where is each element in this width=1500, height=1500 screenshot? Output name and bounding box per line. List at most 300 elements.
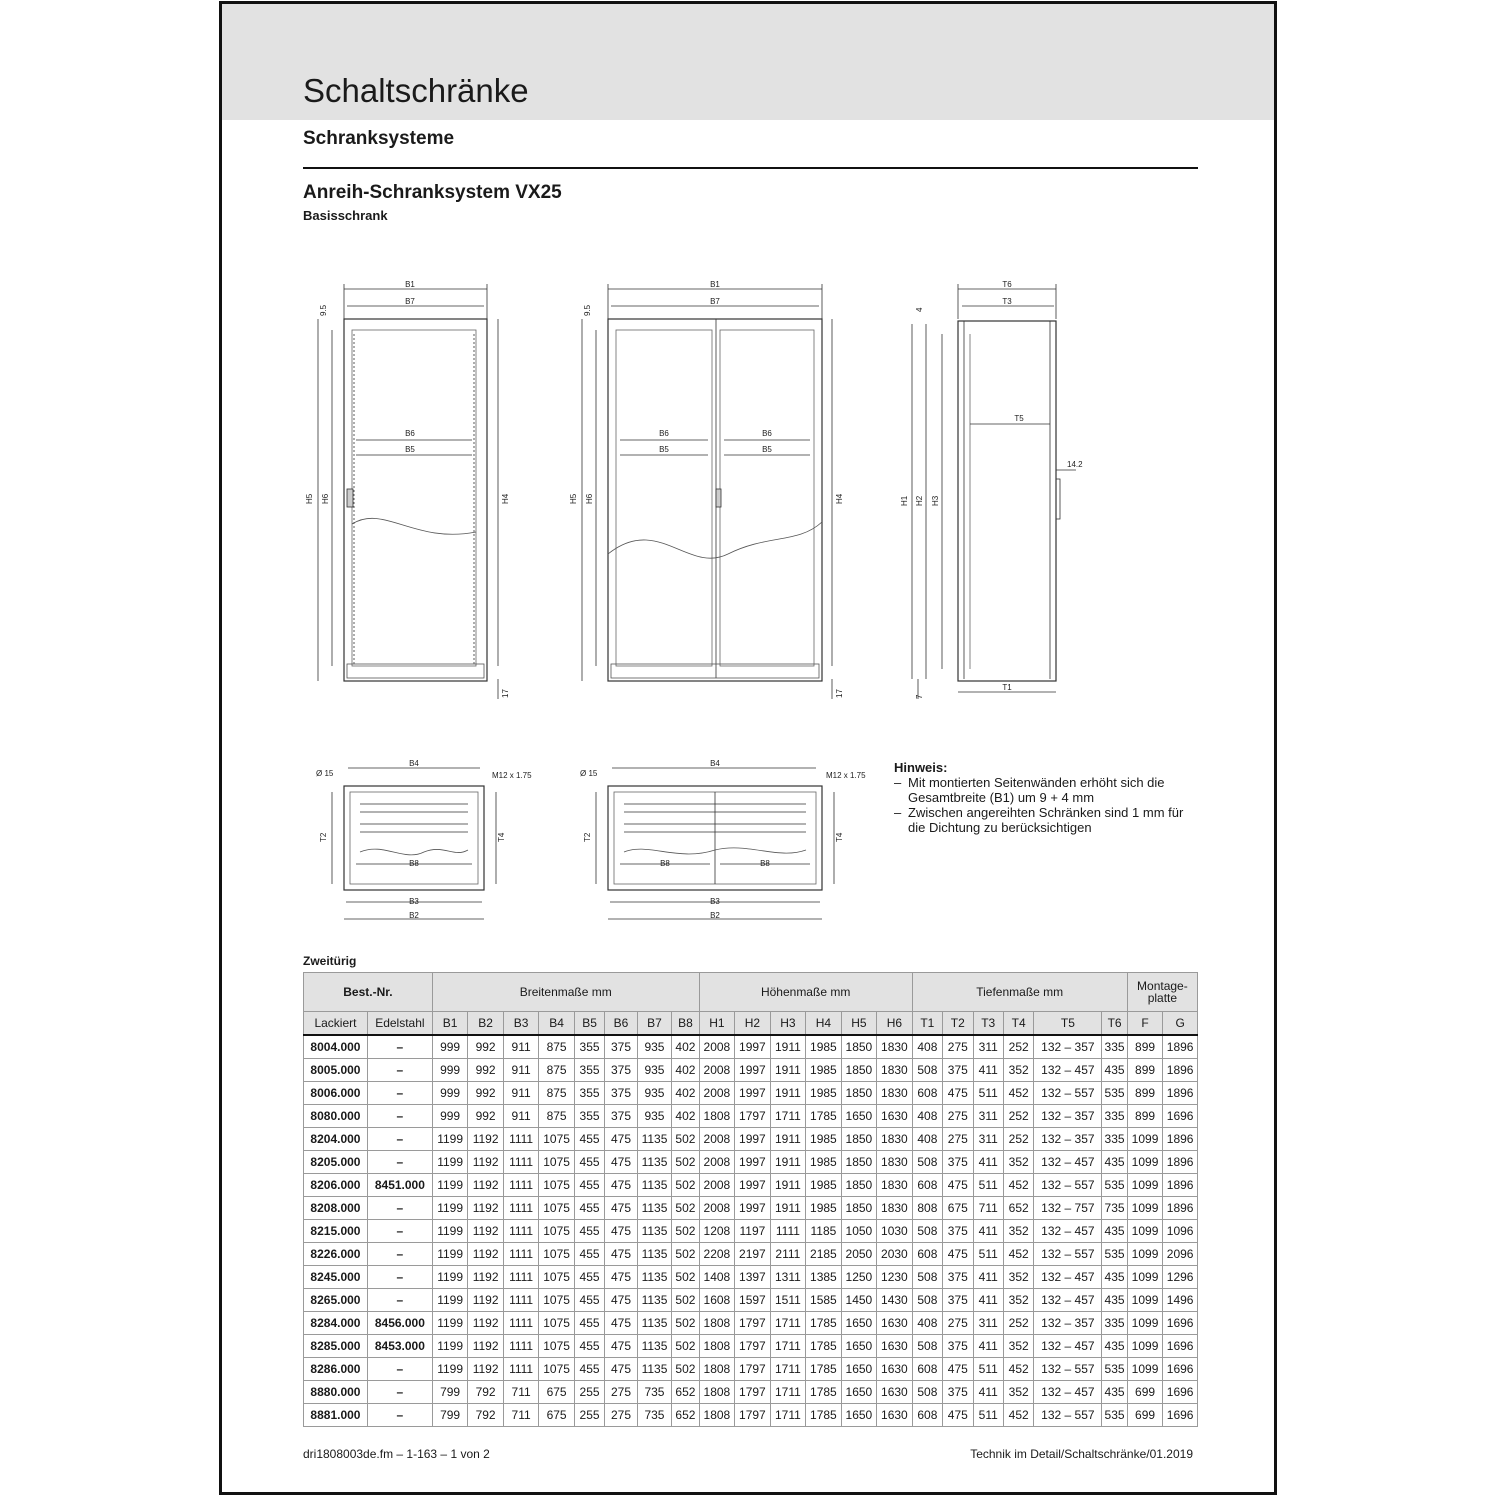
column-header: T3 [973,1012,1003,1036]
dimension-cell: 1630 [877,1358,913,1381]
table-row [304,1128,1198,1151]
dimension-cell: 1192 [468,1243,504,1266]
dimension-cell: 1075 [539,1266,575,1289]
dimension-cell: 375 [605,1059,637,1082]
dimension-cell: 375 [943,1151,973,1174]
dimension-cell: 799 [432,1381,468,1404]
dimension-cell: 1111 [503,1335,539,1358]
order-number-cell: – [367,1105,432,1128]
dimension-cell: 1911 [770,1128,806,1151]
dimension-cell: 435 [1102,1335,1127,1358]
column-header: B4 [539,1012,575,1036]
dimension-cell: 1099 [1127,1358,1163,1381]
dimension-cell: 1075 [539,1128,575,1151]
b6-label: B6 [405,429,415,438]
dimension-cell: 652 [672,1404,699,1427]
table-row [304,1335,1198,1358]
bottom-offset-label: 7 [915,694,924,699]
order-number-cell: – [367,1220,432,1243]
dimension-cell: 452 [1003,1082,1033,1105]
dimension-cell: 355 [574,1035,604,1059]
dimension-cell: 1985 [806,1059,842,1082]
h2-label: H2 [915,495,924,506]
dimension-cell: 1199 [432,1151,468,1174]
dimension-cell: 699 [1127,1404,1163,1427]
dimension-cell: 1385 [806,1266,842,1289]
dimension-cell: 1192 [468,1220,504,1243]
dimension-cell: 255 [574,1381,604,1404]
dimension-cell: 252 [1003,1035,1033,1059]
dimension-cell: 899 [1127,1082,1163,1105]
dimension-cell: 508 [912,1289,942,1312]
dimension-cell: 2185 [806,1243,842,1266]
dimension-cell: 1192 [468,1266,504,1289]
b7-label: B7 [710,297,720,306]
dimension-cell: 1135 [637,1266,671,1289]
dimension-cell: 508 [912,1381,942,1404]
dimension-cell: 511 [973,1082,1003,1105]
dimension-cell: 455 [574,1335,604,1358]
dimension-cell: 1099 [1127,1289,1163,1312]
dimension-cell: 1197 [735,1220,771,1243]
dimension-cell: 1711 [770,1105,806,1128]
dimension-cell: 1099 [1127,1174,1163,1197]
dimension-cell: 275 [943,1035,973,1059]
diameter-label: Ø 15 [580,769,598,778]
order-number-cell: 8456.000 [367,1312,432,1335]
table-row [304,1312,1198,1335]
dimension-cell: 1711 [770,1335,806,1358]
column-header: B2 [468,1012,504,1036]
plan-view-double-drawing [568,754,878,924]
dimension-cell: 1985 [806,1174,842,1197]
dimension-cell: 992 [468,1059,504,1082]
dimension-cell: 1711 [770,1312,806,1335]
dimension-cell: 1111 [503,1174,539,1197]
b2-label: B2 [409,911,419,920]
table-row [304,1289,1198,1312]
dimension-cell: 935 [637,1059,671,1082]
dimension-cell: 1185 [806,1220,842,1243]
order-number-cell: 8006.000 [304,1082,368,1105]
dimension-cell: 1830 [877,1059,913,1082]
dimension-cell: 1985 [806,1151,842,1174]
dimension-cell: 132 – 457 [1034,1151,1102,1174]
column-header: Lackiert [304,1012,368,1036]
dimension-cell: 435 [1102,1059,1127,1082]
column-header: T5 [1034,1012,1102,1036]
dimension-cell: 1030 [877,1220,913,1243]
dimension-cell: 1135 [637,1220,671,1243]
dimension-cell: 652 [1003,1197,1033,1220]
dimension-cell: 132 – 457 [1034,1266,1102,1289]
dimension-cell: 475 [605,1151,637,1174]
section-title: Anreih-Schranksystem VX25 [303,182,562,203]
dimension-cell: 511 [973,1358,1003,1381]
dimension-cell: 535 [1102,1082,1127,1105]
table-body [304,1035,1198,1427]
thread-label: M12 x 1.75 [492,771,532,780]
dimension-cell: 1199 [432,1128,468,1151]
note-title: Hinweis: [894,760,948,775]
dimension-cell: 1208 [699,1220,735,1243]
dimension-cell: 275 [605,1381,637,1404]
dimension-cell: 455 [574,1358,604,1381]
dimension-cell: 1630 [877,1404,913,1427]
dimension-cell: 1135 [637,1151,671,1174]
order-number-cell: 8226.000 [304,1243,368,1266]
dimension-cell: 375 [943,1381,973,1404]
dimension-cell: 132 – 557 [1034,1174,1102,1197]
dimension-cell: 1896 [1163,1082,1198,1105]
dimension-cell: 132 – 557 [1034,1082,1102,1105]
dimension-cell: 1408 [699,1266,735,1289]
dimension-cell: 1830 [877,1151,913,1174]
dimension-cell: 375 [605,1082,637,1105]
dimension-cell: 1630 [877,1381,913,1404]
dimension-cell: 1597 [735,1289,771,1312]
order-number-cell: 8285.000 [304,1335,368,1358]
dimension-cell: 455 [574,1266,604,1289]
dimension-cell: 275 [943,1312,973,1335]
dimension-cell: 275 [605,1404,637,1427]
dimension-cell: 2008 [699,1151,735,1174]
dimension-cell: 1985 [806,1082,842,1105]
dimension-cell: 352 [1003,1335,1033,1358]
b1-label: B1 [405,280,415,289]
dimension-cell: 435 [1102,1289,1127,1312]
group-header-depth: Tiefenmaße mm [912,973,1127,1012]
dimension-cell: 1311 [770,1266,806,1289]
dimension-cell: 2197 [735,1243,771,1266]
dimension-cell: 1296 [1163,1266,1198,1289]
dimension-cell: 1075 [539,1243,575,1266]
order-number-cell: 8451.000 [367,1174,432,1197]
dimension-cell: 455 [574,1220,604,1243]
order-number-cell: 8208.000 [304,1197,368,1220]
b3-label: B3 [710,897,720,906]
dimension-cell: 1099 [1127,1335,1163,1358]
dimension-cell: 475 [605,1358,637,1381]
dimension-cell: 1785 [806,1335,842,1358]
dimension-cell: 252 [1003,1128,1033,1151]
order-number-cell: – [367,1289,432,1312]
dimension-cell: 1111 [503,1128,539,1151]
dimension-cell: 408 [912,1105,942,1128]
note-box [894,760,1194,835]
dimension-cell: 132 – 557 [1034,1243,1102,1266]
footer-catalog-reference: Technik im Detail/Schaltschränke/01.2019 [970,1447,1193,1461]
dimension-cell: 1830 [877,1082,913,1105]
dimension-cell: 1785 [806,1381,842,1404]
h5-label: H5 [305,493,314,504]
dimension-cell: 1696 [1163,1381,1198,1404]
dimension-cell: 502 [672,1220,699,1243]
dimension-cell: 1997 [735,1035,771,1059]
dimension-cell: 608 [912,1174,942,1197]
dimension-cell: 1135 [637,1197,671,1220]
dimension-cell: 411 [973,1289,1003,1312]
order-number-cell: – [367,1381,432,1404]
b4-label: B4 [710,759,720,768]
dimension-cell: 1696 [1163,1358,1198,1381]
dimension-cell: 1135 [637,1358,671,1381]
column-header: H4 [806,1012,842,1036]
dimension-cell: 1199 [432,1266,468,1289]
dimension-cell: 1199 [432,1197,468,1220]
dimension-cell: 992 [468,1035,504,1059]
dimension-cell: 475 [605,1128,637,1151]
dimension-cell: 435 [1102,1220,1127,1243]
dimension-cell: 1135 [637,1174,671,1197]
order-number-cell: 8206.000 [304,1174,368,1197]
dimension-cell: 1985 [806,1197,842,1220]
front-view-double-door-drawing [568,274,844,704]
order-number-cell: 8453.000 [367,1335,432,1358]
order-number-cell: 8245.000 [304,1266,368,1289]
dimension-cell: 899 [1127,1035,1163,1059]
dimension-cell: 1850 [841,1151,877,1174]
dimensions-table [303,972,1198,1427]
dimension-cell: 1199 [432,1220,468,1243]
dimension-cell: 1099 [1127,1197,1163,1220]
dimension-cell: 1850 [841,1197,877,1220]
dimension-cell: 1785 [806,1358,842,1381]
dimension-cell: 1199 [432,1312,468,1335]
dimension-cell: 1511 [770,1289,806,1312]
dimension-cell: 475 [943,1404,973,1427]
column-header: H2 [735,1012,771,1036]
dimension-cell: 335 [1102,1312,1127,1335]
dimension-cell: 875 [539,1035,575,1059]
dimension-cell: 1650 [841,1404,877,1427]
dimension-cell: 911 [503,1082,539,1105]
dimension-cell: 132 – 357 [1034,1128,1102,1151]
order-number-cell: 8286.000 [304,1358,368,1381]
dimension-cell: 1135 [637,1243,671,1266]
front-view-single-door-drawing [304,274,524,704]
dimension-cell: 1850 [841,1174,877,1197]
column-header: B8 [672,1012,699,1036]
dimension-cell: 132 – 457 [1034,1059,1102,1082]
order-number-cell: 8881.000 [304,1404,368,1427]
dimension-cell: 132 – 557 [1034,1358,1102,1381]
dimension-cell: 475 [605,1174,637,1197]
dimension-cell: 792 [468,1381,504,1404]
dimension-cell: 711 [973,1197,1003,1220]
dimension-cell: 1192 [468,1174,504,1197]
dimension-cell: 1192 [468,1151,504,1174]
dimension-cell: 475 [605,1289,637,1312]
table-row [304,1404,1198,1427]
dimension-cell: 2008 [699,1082,735,1105]
dimension-cell: 508 [912,1151,942,1174]
dimension-cell: 1199 [432,1335,468,1358]
column-header: T4 [1003,1012,1033,1036]
dimension-cell: 1135 [637,1289,671,1312]
dimension-cell: 799 [432,1404,468,1427]
table-row [304,1105,1198,1128]
dimension-cell: 1099 [1127,1220,1163,1243]
dimension-cell: 1911 [770,1151,806,1174]
dimension-cell: 1985 [806,1035,842,1059]
dimension-cell: 1696 [1163,1105,1198,1128]
order-number-cell: – [367,1243,432,1266]
dimension-cell: 252 [1003,1312,1033,1335]
dimension-cell: 711 [503,1404,539,1427]
table-row [304,1059,1198,1082]
dimension-cell: 999 [432,1105,468,1128]
dimension-cell: 1896 [1163,1197,1198,1220]
dimension-cell: 455 [574,1289,604,1312]
table-row [304,1035,1198,1059]
dimension-cell: 1711 [770,1381,806,1404]
dimension-cell: 911 [503,1059,539,1082]
dimension-cell: 1111 [503,1243,539,1266]
dimension-cell: 875 [539,1082,575,1105]
dimension-cell: 1199 [432,1289,468,1312]
dimension-cell: 535 [1102,1358,1127,1381]
dimension-cell: 992 [468,1082,504,1105]
dimension-cell: 255 [574,1404,604,1427]
dimension-cell: 452 [1003,1174,1033,1197]
h6-label: H6 [585,493,594,504]
dimension-cell: 1696 [1163,1335,1198,1358]
dimension-cell: 132 – 457 [1034,1220,1102,1243]
dimension-cell: 1797 [735,1335,771,1358]
dimension-cell: 1135 [637,1128,671,1151]
order-number-cell: 8004.000 [304,1035,368,1059]
column-header: B6 [605,1012,637,1036]
dimension-cell: 999 [432,1059,468,1082]
dimension-cell: 452 [1003,1404,1033,1427]
dimension-cell: 1997 [735,1082,771,1105]
dimension-cell: 1585 [806,1289,842,1312]
dimension-cell: 411 [973,1335,1003,1358]
dimension-cell: 352 [1003,1266,1033,1289]
order-number-cell: 8204.000 [304,1128,368,1151]
dimension-cell: 999 [432,1082,468,1105]
b2-label: B2 [710,911,720,920]
dimension-cell: 2008 [699,1035,735,1059]
b4-label: B4 [409,759,419,768]
dimension-cell: 311 [973,1312,1003,1335]
thread-label: M12 x 1.75 [826,771,866,780]
dimension-cell: 352 [1003,1151,1033,1174]
dimension-cell: 608 [912,1358,942,1381]
dimension-cell: 1075 [539,1197,575,1220]
dimension-cell: 1111 [503,1220,539,1243]
dimension-cell: 1797 [735,1381,771,1404]
dimension-cell: 608 [912,1404,942,1427]
dimension-cell: 2111 [770,1243,806,1266]
order-number-cell: – [367,1404,432,1427]
dimension-cell: 1192 [468,1289,504,1312]
t4-label: T4 [835,832,844,842]
dimension-cell: 508 [912,1266,942,1289]
b6-right-label: B6 [762,429,772,438]
diameter-label: Ø 15 [316,769,334,778]
dimension-cell: 1111 [503,1312,539,1335]
order-number-cell: – [367,1082,432,1105]
dimension-cell: 1099 [1127,1128,1163,1151]
dimension-cell: 275 [943,1128,973,1151]
dimension-cell: 1997 [735,1174,771,1197]
dimension-cell: 1808 [699,1404,735,1427]
dimension-cell: 411 [973,1381,1003,1404]
dimension-cell: 311 [973,1128,1003,1151]
header-rule [303,167,1198,169]
dimension-cell: 455 [574,1243,604,1266]
h5-label: H5 [569,493,578,504]
dimension-cell: 1997 [735,1197,771,1220]
bottom-offset-label: 17 [501,689,510,698]
dimension-cell: 502 [672,1174,699,1197]
dimension-cell: 1911 [770,1197,806,1220]
dimension-cell: 375 [605,1105,637,1128]
dimension-cell: 1850 [841,1082,877,1105]
t3-label: T3 [1002,297,1012,306]
dimension-cell: 1111 [770,1220,806,1243]
b8-left-label: B8 [660,859,670,868]
dimension-cell: 1096 [1163,1220,1198,1243]
bottom-offset-label: 17 [835,689,844,698]
dimension-cell: 335 [1102,1105,1127,1128]
dimension-cell: 475 [943,1358,973,1381]
dimension-cell: 355 [574,1059,604,1082]
group-header-mounting-plate: Montage-platte [1127,973,1197,1012]
dimension-cell: 1630 [877,1335,913,1358]
dimension-cell: 335 [1102,1128,1127,1151]
dimension-cell: 875 [539,1105,575,1128]
dimension-cell: 2030 [877,1243,913,1266]
dimension-cell: 1785 [806,1312,842,1335]
dimension-cell: 1099 [1127,1266,1163,1289]
table-row [304,1082,1198,1105]
section-subtitle: Basisschrank [303,208,388,223]
dimension-cell: 2008 [699,1059,735,1082]
dimension-cell: 352 [1003,1289,1033,1312]
dimension-cell: 1650 [841,1381,877,1404]
dimension-cell: 402 [672,1035,699,1059]
order-number-cell: 8265.000 [304,1289,368,1312]
dimension-cell: 502 [672,1266,699,1289]
dimension-cell: 735 [637,1381,671,1404]
dimension-cell: 1711 [770,1404,806,1427]
dimension-cell: 899 [1127,1105,1163,1128]
dimension-cell: 1230 [877,1266,913,1289]
dimension-cell: 408 [912,1312,942,1335]
dimension-cell: 1830 [877,1197,913,1220]
dimension-cell: 608 [912,1082,942,1105]
t1-label: T1 [1002,683,1012,692]
dimension-cell: 1192 [468,1197,504,1220]
note-item: – Zwischen angereihten Schränken sind 1 mm für die Dichtung zu berücksichtigen [894,805,1194,835]
dimension-cell: 402 [672,1082,699,1105]
dimension-cell: 1808 [699,1105,735,1128]
order-number-cell: – [367,1035,432,1059]
table-row [304,1174,1198,1197]
note-list [894,775,1194,835]
dimension-cell: 402 [672,1059,699,1082]
dimension-cell: 1450 [841,1289,877,1312]
dimension-cell: 711 [503,1381,539,1404]
dimension-cell: 435 [1102,1266,1127,1289]
dimension-cell: 502 [672,1289,699,1312]
dimension-cell: 1075 [539,1335,575,1358]
column-header: G [1163,1012,1198,1036]
dimension-cell: 1997 [735,1151,771,1174]
